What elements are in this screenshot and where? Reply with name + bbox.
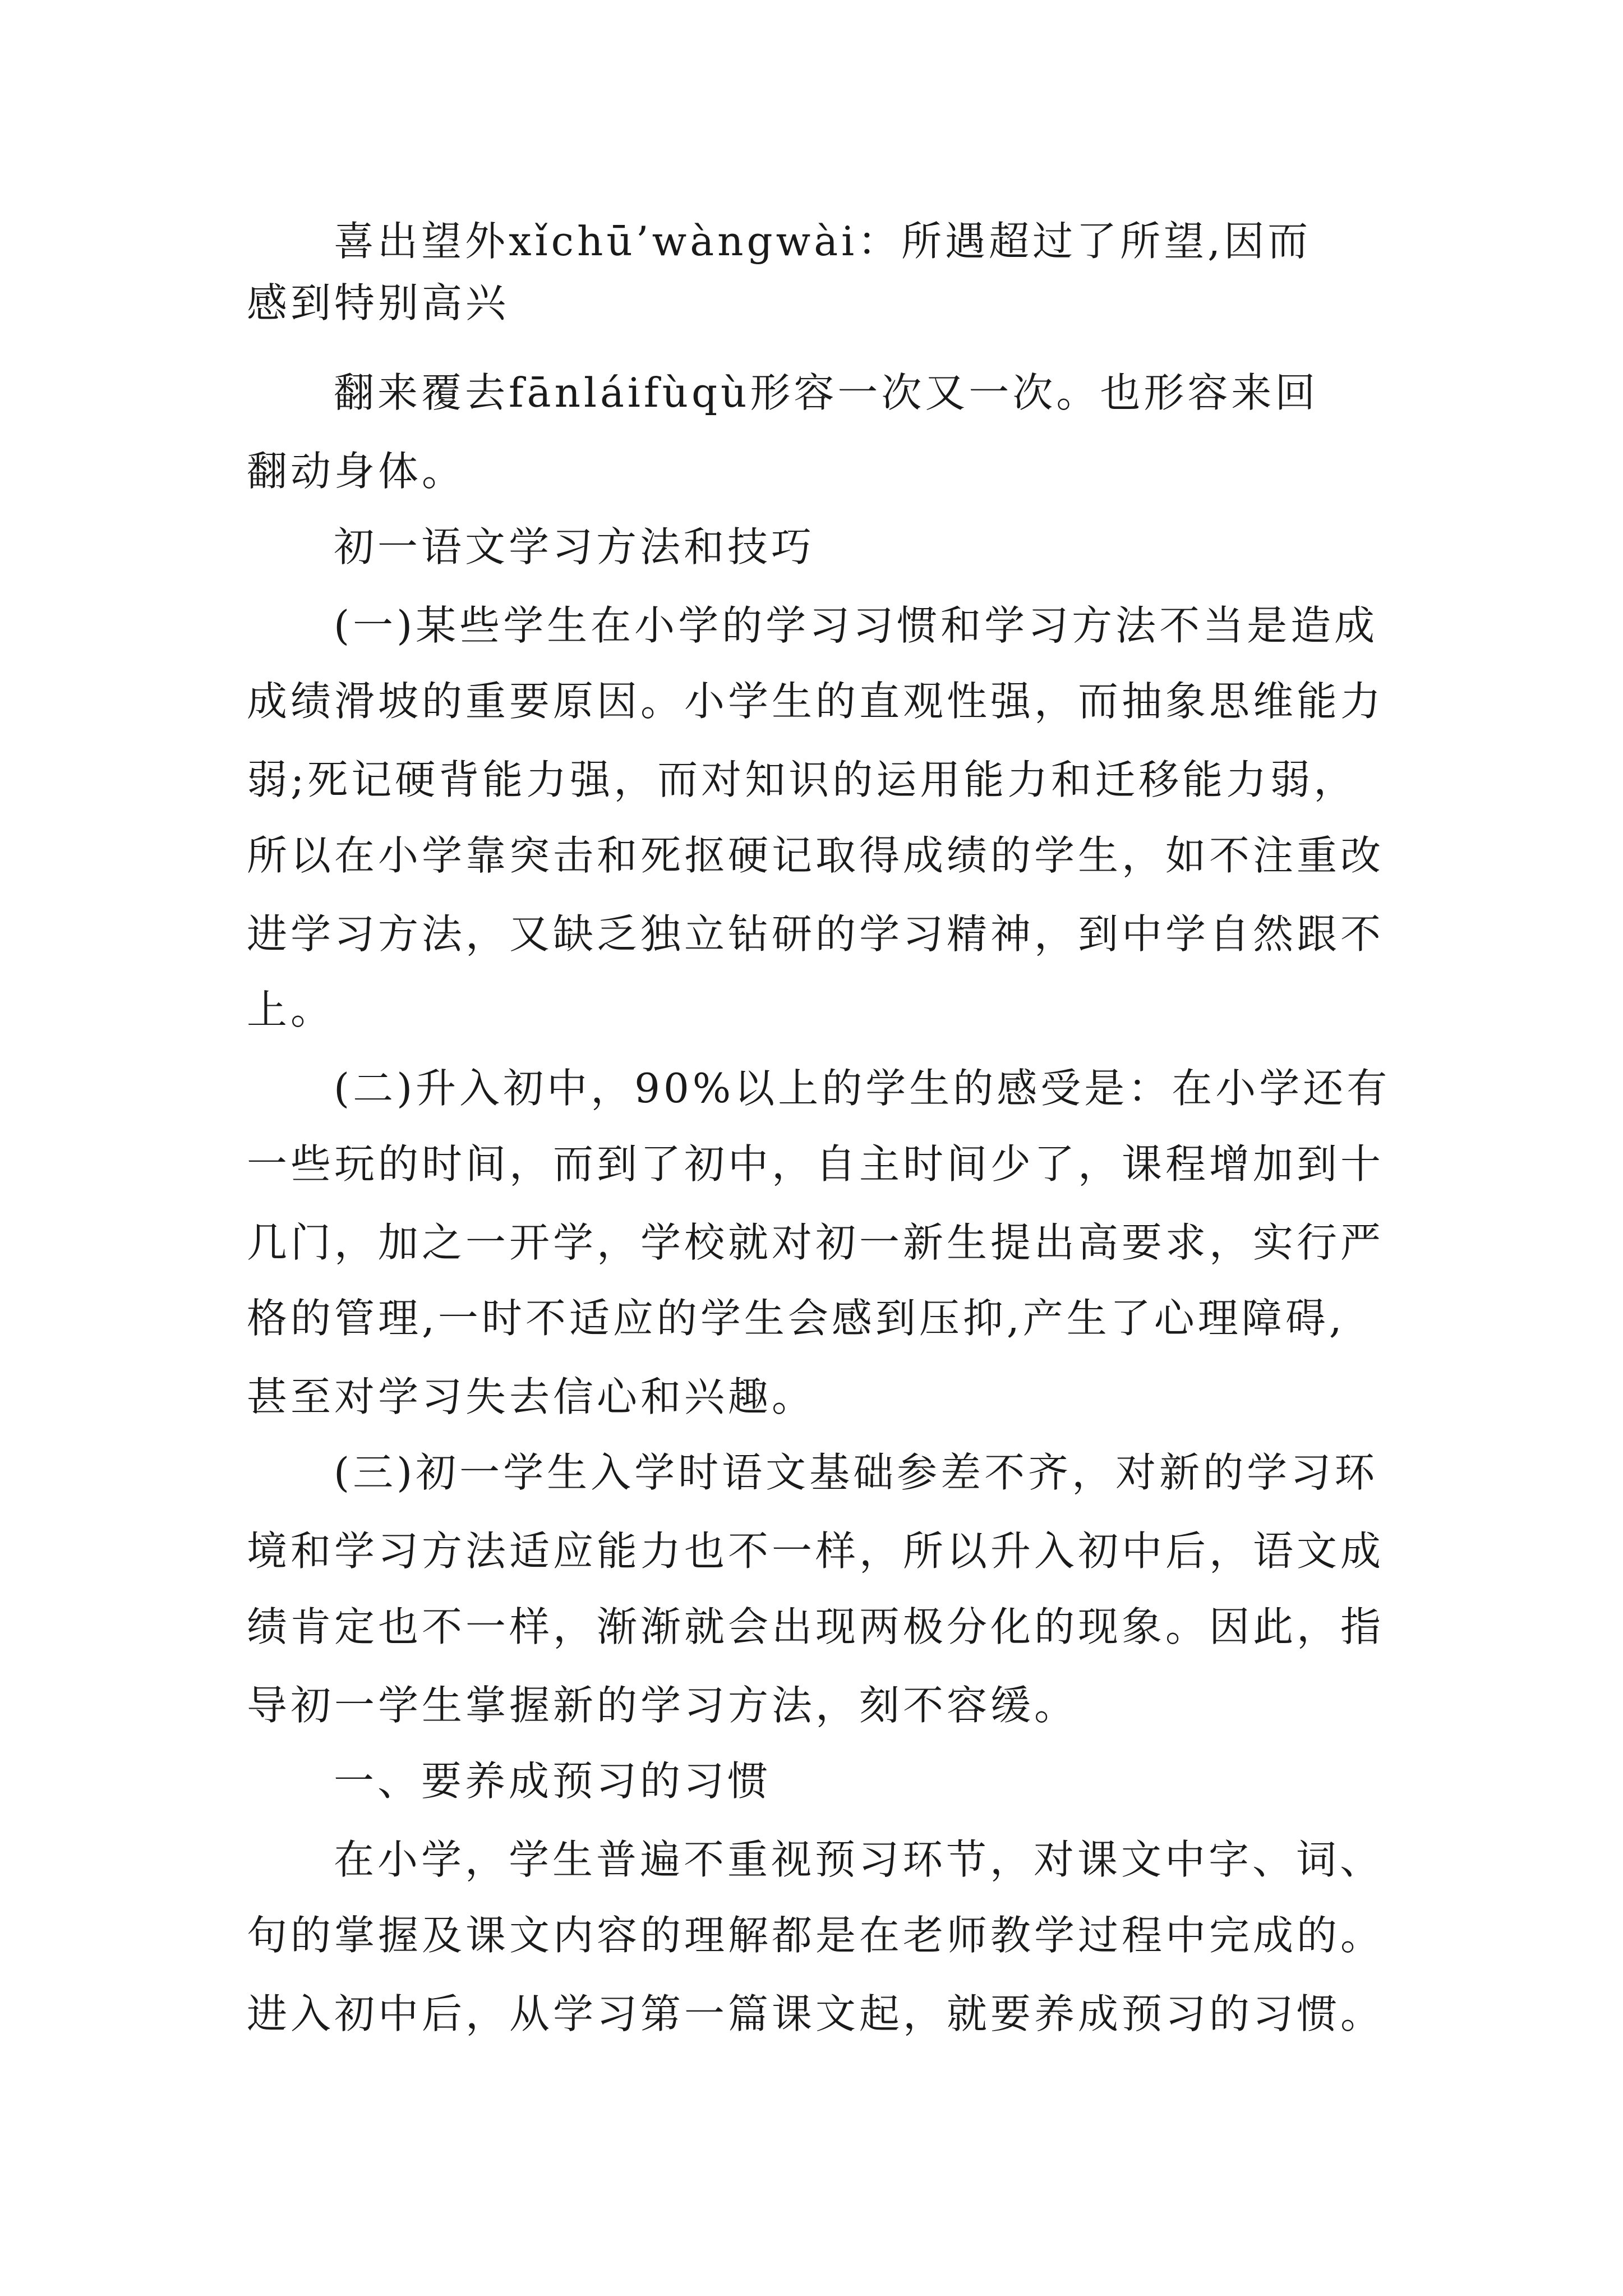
- paragraph-line: 境和学习方法适应能力也不一样，所以升入初中后，语文成: [247, 1527, 1385, 1575]
- paragraph-line: 甚至对学习失去信心和兴趣。: [247, 1373, 816, 1420]
- paragraph-line: 喜出望外xǐchū’wàngwài：所遇超过了所望,因而: [334, 218, 1312, 265]
- paragraph-line: 句的掌握及课文内容的理解都是在老师教学过程中完成的。: [247, 1912, 1385, 1959]
- section-heading: 初一语文学习方法和技巧: [334, 523, 815, 570]
- paragraph-line: 在小学，学生普遍不重视预习环节，对课文中字、词、: [334, 1836, 1384, 1883]
- paragraph-line: 翻动身体。: [247, 448, 466, 495]
- paragraph-line: 绩肯定也不一样，渐渐就会出现两极分化的现象。因此，指: [247, 1603, 1385, 1650]
- paragraph-line: 上。: [247, 986, 335, 1033]
- paragraph-line: 弱;死记硬背能力强，而对知识的运用能力和迁移能力弱，: [247, 756, 1358, 803]
- paragraph-line: 进学习方法，又缺乏独立钻研的学习精神，到中学自然跟不: [247, 910, 1385, 958]
- paragraph-line: 几门，加之一开学，学校就对初一新生提出高要求，实行严: [247, 1219, 1385, 1266]
- paragraph-line: 一些玩的时间，而到了初中，自主时间少了，课程增加到十: [247, 1140, 1385, 1188]
- paragraph-line: 所以在小学靠突击和死抠硬记取得成绩的学生，如不注重改: [247, 832, 1385, 879]
- paragraph-line: 翻来覆去fānláifùqù形容一次又一次。也形容来回: [334, 369, 1319, 416]
- paragraph-line: 导初一学生掌握新的学习方法，刻不容缓。: [247, 1682, 1078, 1729]
- paragraph-line: 感到特别高兴: [247, 279, 510, 326]
- paragraph-line: (一)某些学生在小学的学习习惯和学习方法不当是造成: [334, 602, 1378, 649]
- paragraph-line: 格的管理,一时不适应的学生会感到压抑,产生了心理障碍,: [247, 1295, 1345, 1342]
- paragraph-line: 成绩滑坡的重要原因。小学生的直观性强，而抽象思维能力: [247, 678, 1385, 725]
- paragraph-line: (三)初一学生入学时语文基础参差不齐，对新的学习环: [334, 1449, 1378, 1496]
- paragraph-line: 进入初中后，从学习第一篇课文起，就要养成预习的习惯。: [247, 1990, 1385, 2037]
- paragraph-line: (二)升入初中，90%以上的学生的感受是：在小学还有: [334, 1065, 1391, 1112]
- section-heading: 一、要养成预习的习惯: [334, 1757, 772, 1805]
